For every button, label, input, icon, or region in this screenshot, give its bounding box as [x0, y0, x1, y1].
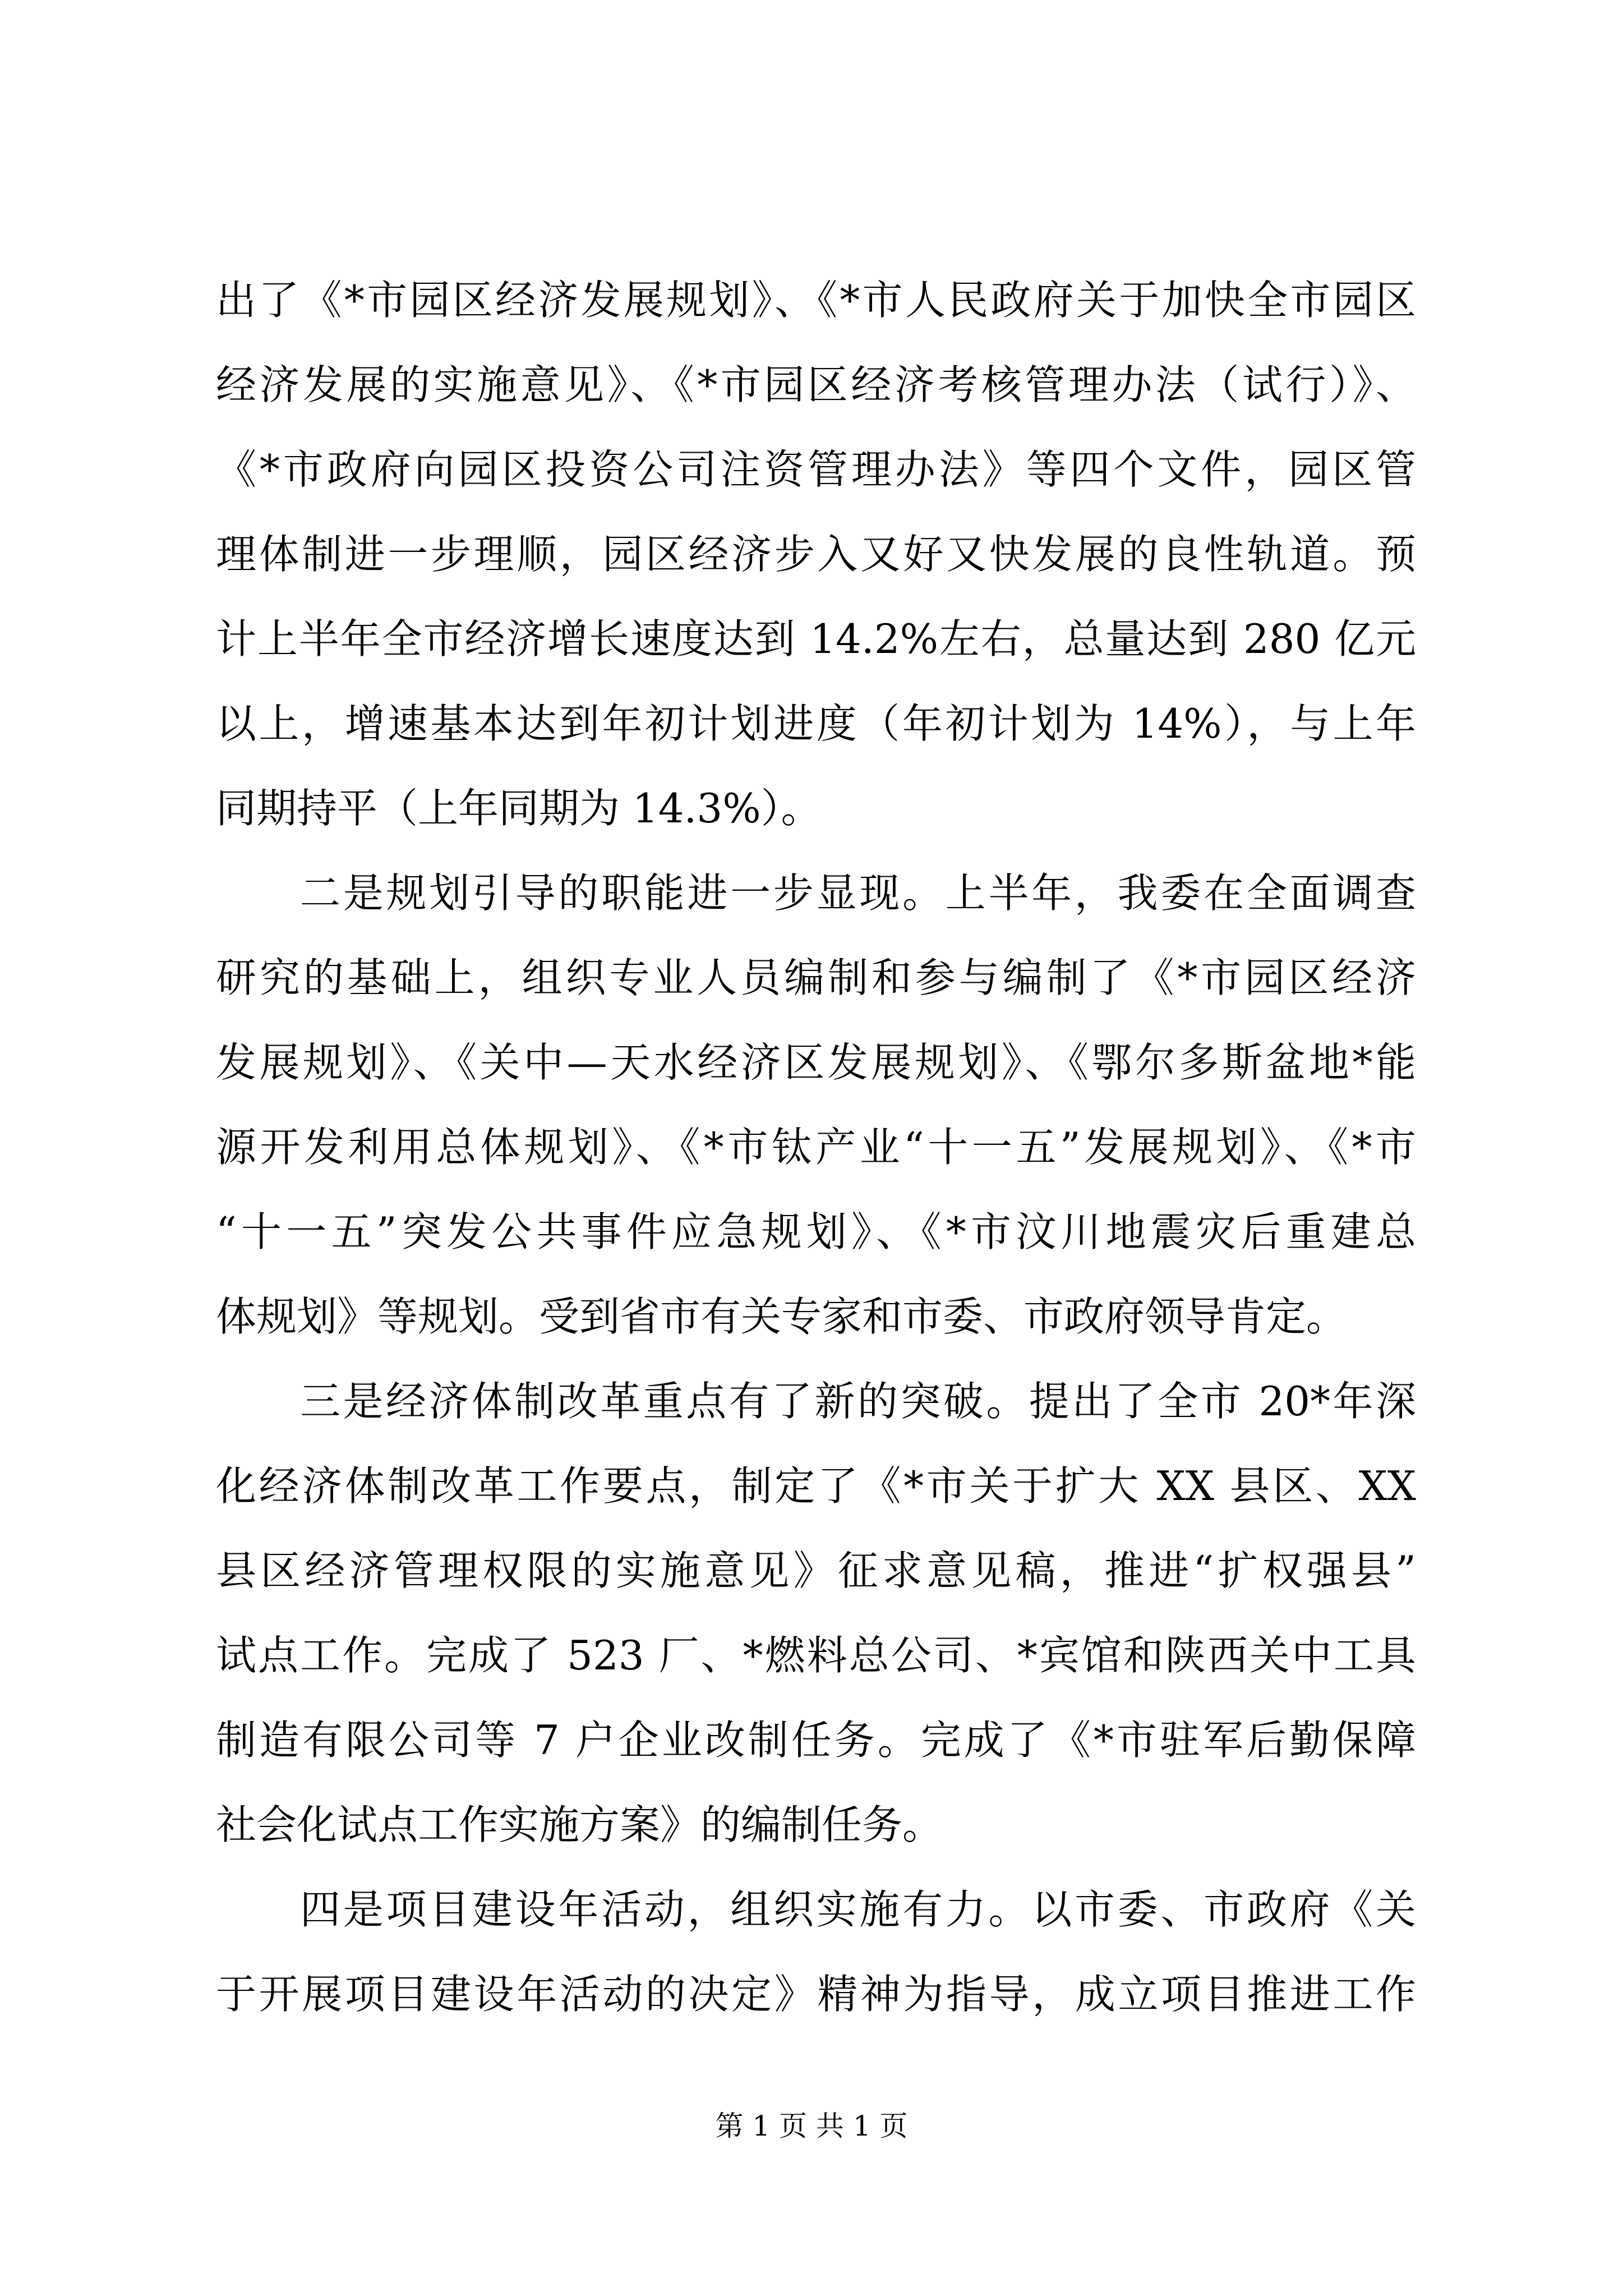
text-line: 三是经济体制改革重点有了新的突破。提出了全市 20*年深 — [300, 1378, 1416, 1425]
text-line: “十一五”突发公共事件应急规划》、《*市汶川地震灾后重建总 — [216, 1208, 1416, 1255]
text-line: 出了《*市园区经济发展规划》、《*市人民政府关于加快全市园区 — [216, 277, 1416, 324]
text-line: 理体制进一步理顺，园区经济步入又好又快发展的良性轨道。预 — [216, 531, 1416, 578]
text-line: 以上，增速基本达到年初计划进度（年初计划为 14%），与上年 — [216, 700, 1416, 747]
text-line: 试点工作。完成了 523 厂、*燃料总公司、*宾馆和陕西关中工具 — [216, 1632, 1416, 1679]
text-line: 经济发展的实施意见》、《*市园区经济考核管理办法（试行）》、 — [216, 361, 1416, 408]
paragraph-1 — [216, 258, 1416, 851]
text-line: 发展规划》、《关中—天水经济区发展规划》、《鄂尔多斯盆地*能 — [216, 1039, 1416, 1086]
paragraph-2 — [216, 851, 1416, 1359]
text-line: 制造有限公司等 7 户企业改制任务。完成了《*市驻军后勤保障 — [216, 1717, 1416, 1764]
text-line: 源开发利用总体规划》、《*市钛产业“十一五”发展规划》、《*市 — [216, 1124, 1416, 1171]
text-line: 同期持平（上年同期为 14.3%）。 — [216, 785, 822, 832]
text-line: 研究的基础上，组织专业人员编制和参与编制了《*市园区经济 — [216, 954, 1416, 1001]
body-text — [216, 258, 1416, 2037]
text-line: 化经济体制改革工作要点，制定了《*市关于扩大 XX 县区、XX — [216, 1462, 1416, 1510]
text-line: 体规划》等规划。受到省市有关专家和市委、市政府领导肯定。 — [216, 1293, 1347, 1340]
paragraph-4 — [216, 1867, 1416, 2037]
text-line: 二是规划引导的职能进一步显现。上半年，我委在全面调查 — [300, 869, 1416, 917]
text-line: 县区经济管理权限的实施意见》征求意见稿，推进“扩权强县” — [216, 1547, 1416, 1594]
text-line: 于开展项目建设年活动的决定》精神为指导，成立项目推进工作 — [216, 1971, 1416, 2018]
text-line: 四是项目建设年活动，组织实施有力。以市委、市政府《关 — [300, 1886, 1416, 1933]
text-line: 社会化试点工作实施方案》的编制任务。 — [216, 1801, 943, 1848]
text-line: 计上半年全市经济增长速度达到 14.2%左右，总量达到 280 亿元 — [216, 615, 1416, 662]
paragraph-3 — [216, 1359, 1416, 1867]
page-footer — [0, 2109, 1623, 2143]
text-line: 《*市政府向园区投资公司注资管理办法》等四个文件，园区管 — [216, 446, 1416, 493]
page-number-label: 第 1 页 共 1 页 — [715, 2110, 908, 2142]
